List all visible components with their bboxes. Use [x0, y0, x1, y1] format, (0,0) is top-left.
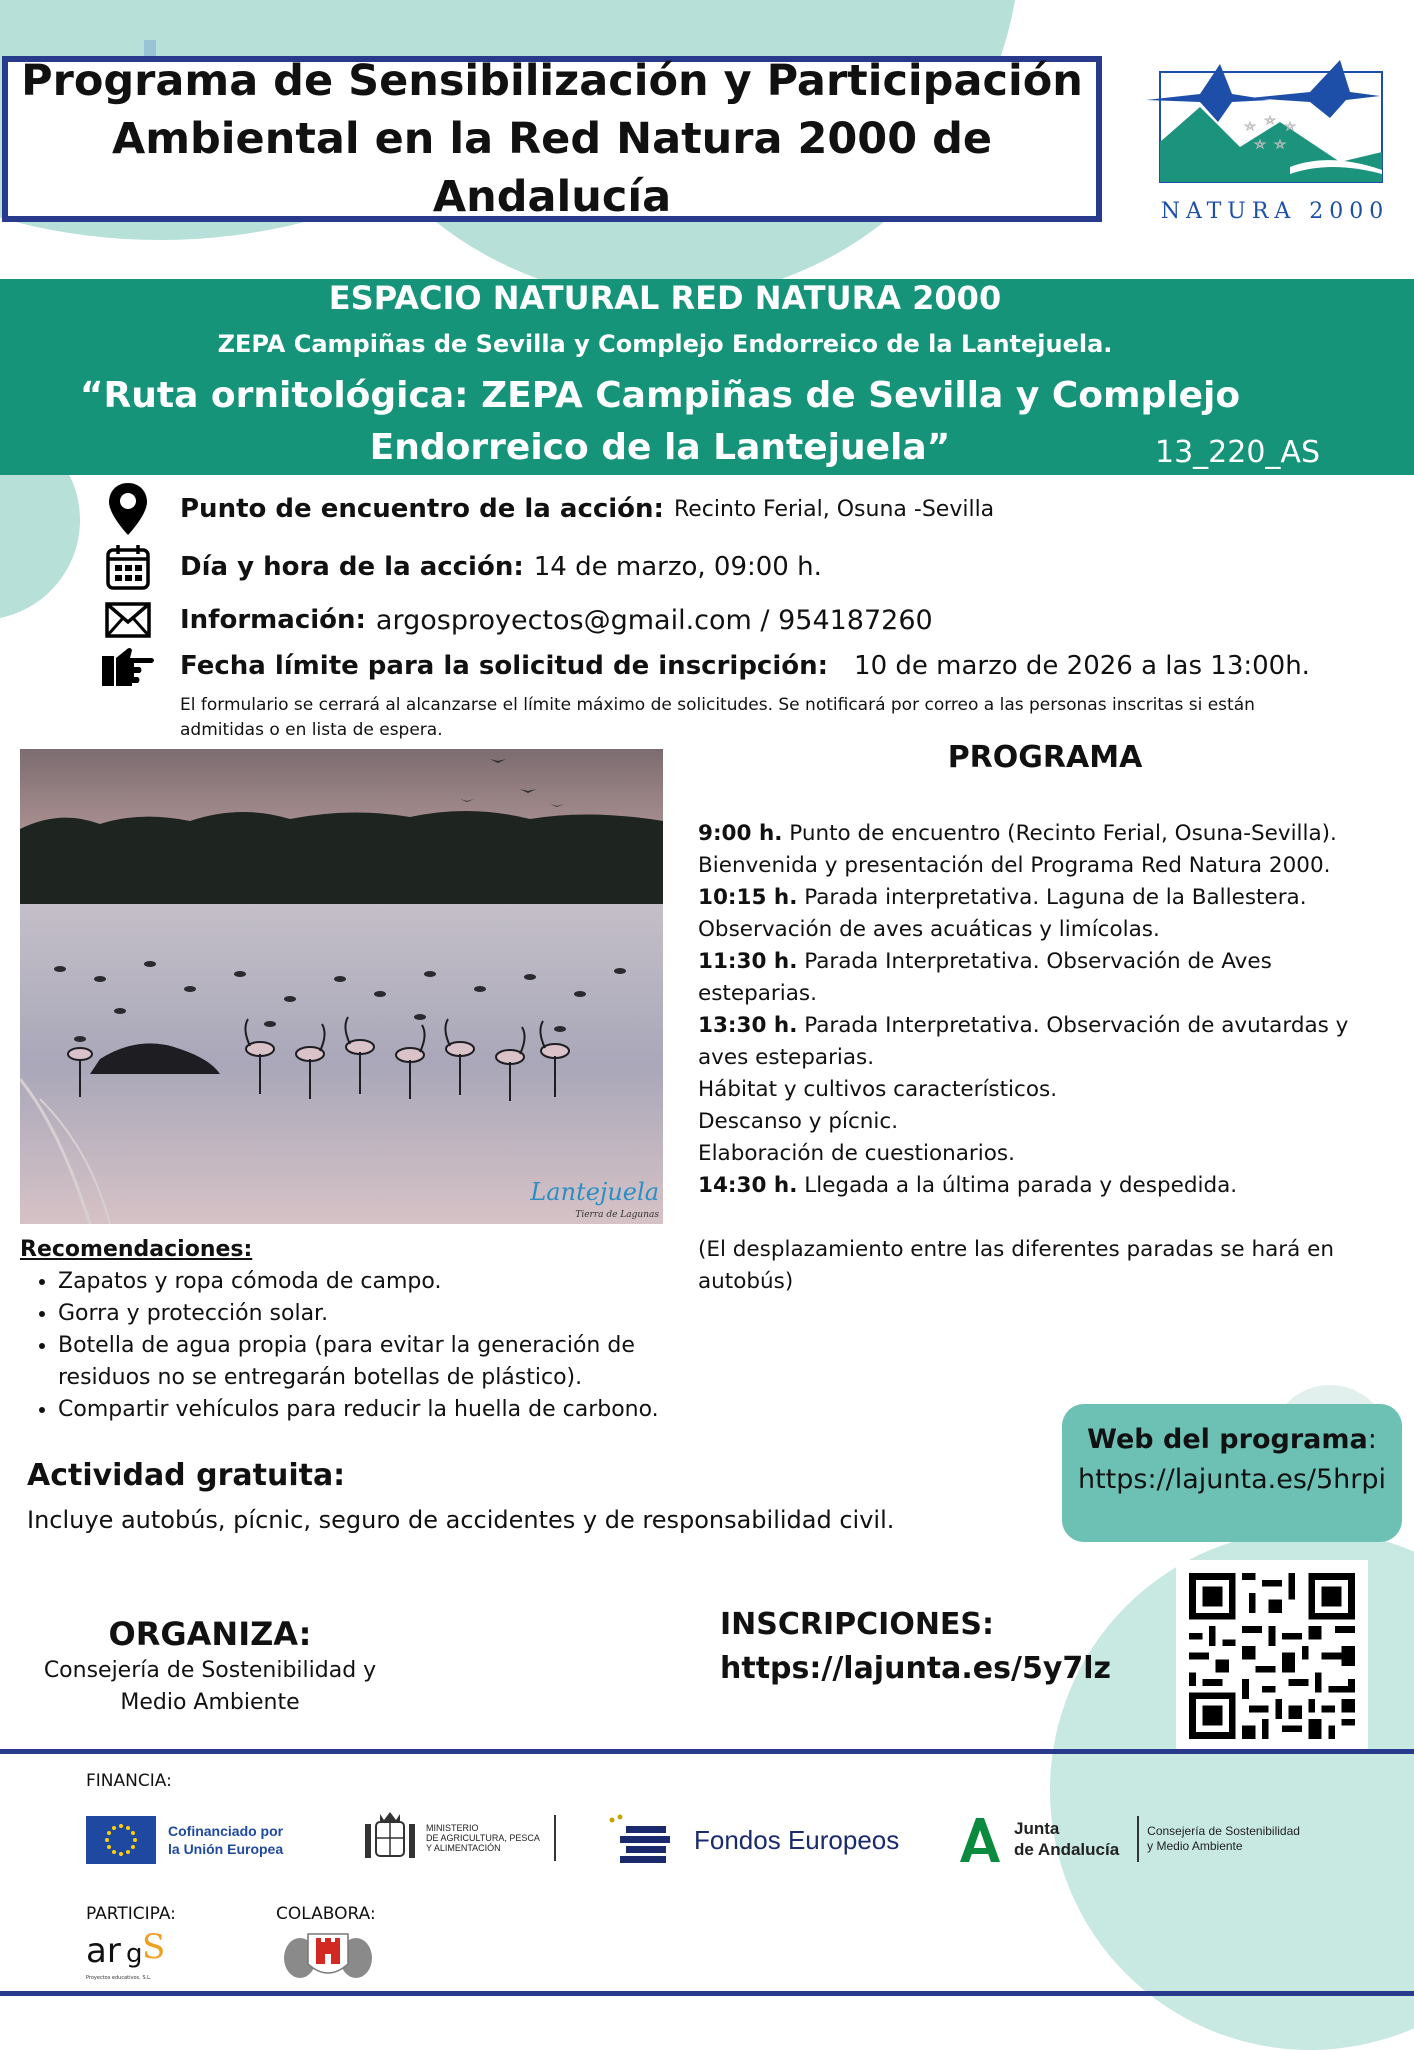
- date-row: Día y hora de la acción: 14 de marzo, 09:00 h.: [100, 539, 822, 595]
- list-item: • Zapatos y ropa cómoda de campo.: [58, 1266, 700, 1298]
- contact-email-phone[interactable]: argosproyectos@gmail.com / 954187260: [375, 604, 933, 636]
- photo-watermark: Lantejuela: [530, 1178, 659, 1206]
- recommendations-title: Recomendaciones:: [20, 1237, 253, 1262]
- natura-2000-logo: [1140, 52, 1390, 232]
- recommendations: [20, 1234, 700, 1426]
- eu-flag-icon: [86, 1816, 156, 1864]
- participa-label: PARTICIPA:: [86, 1904, 176, 1924]
- page-title: Programa de Sensibilización y Participación Ambiental en la Red Natura 2000 de Andalucía: [21, 56, 1083, 222]
- calendar-icon: [100, 539, 156, 595]
- program-web-box: [1062, 1404, 1402, 1542]
- fondos-europeos-icon: [606, 1812, 686, 1868]
- lagoon-photo-illustration: [20, 749, 663, 1224]
- programa-list: [698, 818, 1388, 1298]
- junta-andalucia-logo: Junta de Andalucía Consejería de Sostenibilidad y Medio Ambiente: [956, 1814, 1300, 1864]
- programa-item: Hábitat y cultivos característicos.: [698, 1077, 1058, 1102]
- programa-item: 13:30 h. Parada Interpretativa. Observación de avutardas y aves esteparias.: [698, 1013, 1349, 1070]
- programa-item: 14:30 h. Llegada a la última parada y despedida.: [698, 1173, 1238, 1198]
- svg-text:ar: ar: [86, 1931, 121, 1970]
- argos-logo-icon: [86, 1930, 176, 1970]
- footer-bottom-rule: [0, 1991, 1414, 1996]
- svg-text:S: S: [142, 1930, 166, 1967]
- list-item: • Botella de agua propia (para evitar la generación de residuos no se entregarán botellas de plástico).: [58, 1330, 700, 1394]
- natura-birds-mountains-icon: [1140, 52, 1390, 192]
- lagoon-flamingos-photo: [20, 749, 663, 1224]
- footer-top-rule: [0, 1749, 1414, 1754]
- photo-watermark-subtitle: Tierra de Lagunas: [575, 1210, 659, 1220]
- qr-code-icon: [1176, 1560, 1368, 1752]
- activity-code: 13_220_AS: [1155, 435, 1320, 470]
- pointing-hand-icon: [100, 638, 156, 694]
- inscripciones-link[interactable]: https://lajunta.es/5y7lz: [720, 1651, 1111, 1686]
- recommendations-list: [20, 1266, 700, 1426]
- colabora-town-shield-logo: [282, 1924, 374, 1987]
- deadline-row: Fecha límite para la solicitud de inscripción: 10 de marzo de 2026 a las 13:00h.: [100, 638, 1310, 694]
- spain-coat-of-arms-icon: [362, 1808, 418, 1868]
- qr-code[interactable]: [1176, 1560, 1368, 1752]
- colabora-label: COLABORA:: [276, 1904, 376, 1924]
- free-activity-title: Actividad gratuita:: [27, 1458, 346, 1493]
- programa-item: 10:15 h. Parada interpretativa. Laguna de la Ballestera. Observación de aves acuáticas y limícolas.: [698, 885, 1307, 942]
- programa-item: Elaboración de cuestionarios.: [698, 1141, 1015, 1166]
- argos-logo: ar g S Proyectos educativos, S.L.: [86, 1930, 186, 1982]
- financia-label: FINANCIA:: [86, 1771, 172, 1791]
- activity-title: “Ruta ornitológica: ZEPA Campiñas de Sevilla y Complejo Endorreico de la Lantejuela”: [79, 375, 1241, 468]
- list-item: • Gorra y protección solar.: [58, 1298, 700, 1330]
- program-web-label: Web del programa:: [1087, 1424, 1377, 1455]
- location-pin-icon: [100, 481, 156, 537]
- organiza-title: ORGANIZA:: [108, 1615, 312, 1653]
- header-title-box: [2, 56, 1102, 222]
- program-web-link[interactable]: https://lajunta.es/5hrpi: [1077, 1464, 1387, 1495]
- ministerio-logo: MINISTERIO DE AGRICULTURA, PESCA Y ALIMENTACIÓN: [362, 1808, 556, 1868]
- form-note: El formulario se cerrará al alcanzarse el límite máximo de solicitudes. Se notificará por correo a las personas inscritas si están admitidas o en lista de espera.: [180, 695, 1255, 740]
- programa-item: Descanso y pícnic.: [698, 1109, 899, 1134]
- town-shield-icon: [282, 1924, 374, 1982]
- free-activity-text: Incluye autobús, pícnic, seguro de accidentes y de responsabilidad civil.: [27, 1506, 895, 1534]
- natura-logo-text: NATURA 2000: [1160, 199, 1390, 224]
- eu-cofinanced-logo: Cofinanciado por la Unión Europea: [86, 1816, 283, 1864]
- inscripciones-title: INSCRIPCIONES:: [720, 1607, 995, 1642]
- list-item: • Compartir vehículos para reducir la huella de carbono.: [58, 1394, 700, 1426]
- contact-row: Información: argosproyectos@gmail.com / 954187260: [100, 592, 933, 648]
- meeting-point-row: Punto de encuentro de la acción: Recinto Ferial, Osuna -Sevilla: [100, 481, 994, 537]
- svg-text:g: g: [126, 1939, 143, 1969]
- band-heading: ESPACIO NATURAL RED NATURA 2000: [328, 279, 1002, 317]
- band-subheading: ZEPA Campiñas de Sevilla y Complejo Endorreico de la Lantejuela.: [217, 330, 1113, 358]
- programa-item: 9:00 h. Punto de encuentro (Recinto Ferial, Osuna-Sevilla). Bienvenida y presentación del Programa Red Natura 2000.: [698, 821, 1337, 878]
- programa-footnote: (El desplazamiento entre las diferentes paradas se hará en autobús): [698, 1237, 1334, 1294]
- organiza-text: Consejería de Sostenibilidad y Medio Ambiente: [43, 1658, 377, 1715]
- programa-title: PROGRAMA: [947, 740, 1143, 775]
- programa-item: 11:30 h. Parada Interpretativa. Observación de Aves esteparias.: [698, 949, 1272, 1006]
- fondos-europeos-logo: Fondos Europeos: [606, 1812, 899, 1868]
- inscripciones: [720, 1603, 1111, 1691]
- junta-andalucia-icon: [956, 1814, 1004, 1864]
